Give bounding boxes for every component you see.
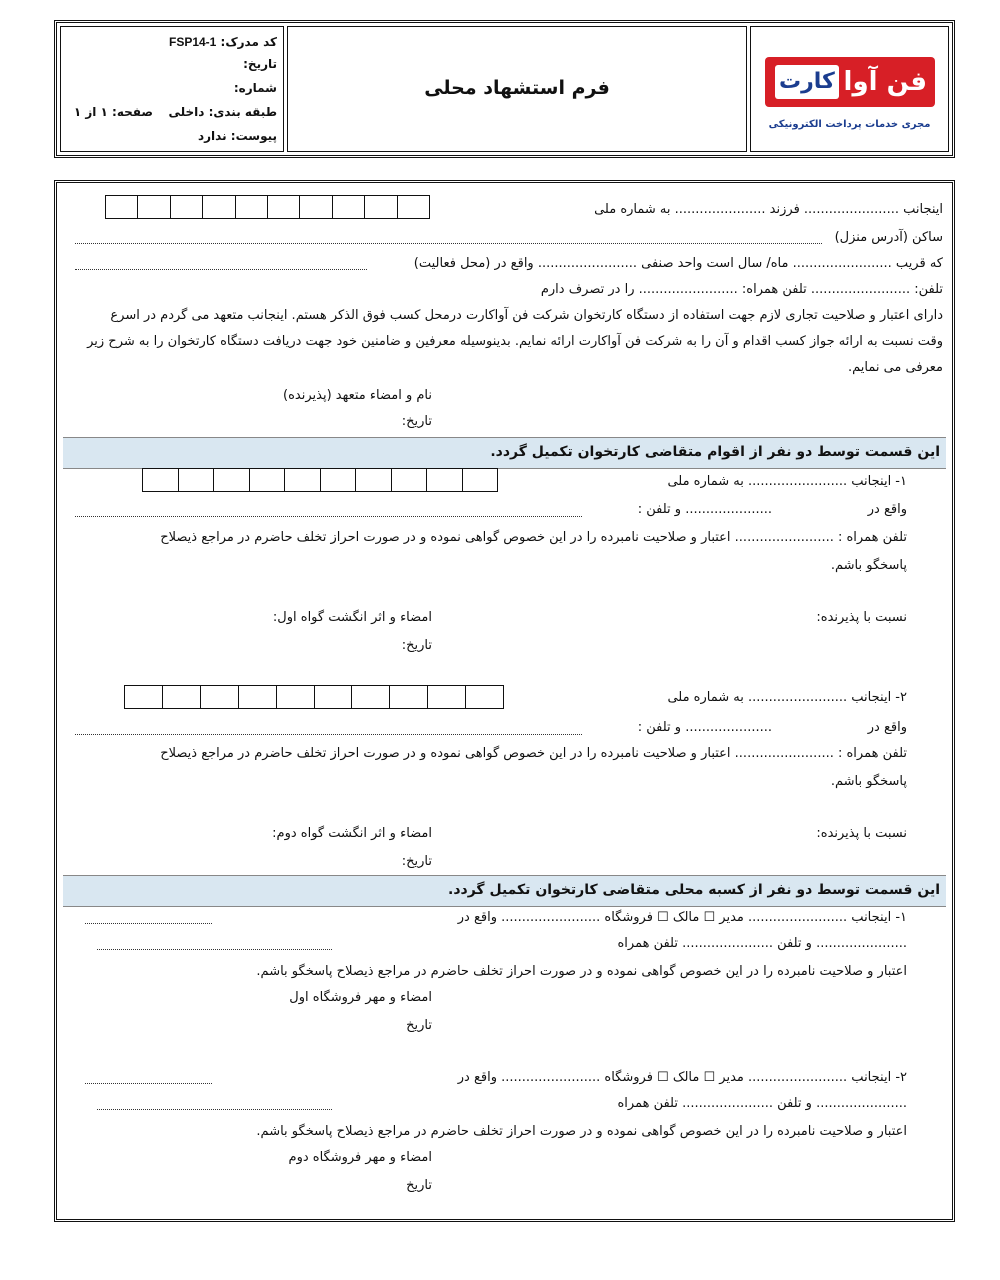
business-location-field[interactable]	[75, 269, 367, 270]
shop2-line-2: ...................... و تلفن ...................... تلفن همراه	[617, 1096, 907, 1111]
intro-paragraph-2: وقت نسبت به ارائه جواز کسب اقدام و آن را به شرکت فن آواکارت ارائه نمایم. بدینوسیله معرفین و ضامنین خود جهت دریافت دستگاه کارتخوان را به شرح زیر	[87, 334, 943, 349]
witness2-signature-label: امضاء و اثر انگشت گواه دوم:	[272, 826, 432, 841]
witness2-location-label: واقع در	[867, 720, 907, 735]
form-title: فرم استشهاد محلی	[424, 77, 610, 99]
header-logo-cell	[750, 26, 949, 152]
shop2-date-label: تاریخ	[406, 1178, 432, 1193]
logo-text-fanava: فن آوا	[843, 67, 927, 97]
section-band-relatives	[63, 437, 946, 469]
logo-tagline: مجری خدمات پرداخت الکترونیکی	[768, 119, 931, 130]
witness1-line-1: ۱- اینجانب ........................ به شماره ملی	[667, 474, 907, 489]
national-id-boxes-applicant[interactable]	[105, 195, 430, 219]
intro-paragraph-3: معرفی می نمایم.	[847, 360, 943, 375]
shop1-signature-label: امضاء و مهر فروشگاه اول	[289, 990, 432, 1005]
witness1-line-3: تلفن همراه : ........................ اعتبار و صلاحیت نامبرده را در این خصوص گواهی نموده و در صورت احراز تخلف حاضرم در مراجع ذیصلاح	[160, 530, 907, 545]
witness1-phone-field[interactable]	[75, 516, 582, 517]
shop2-mobile-field[interactable]	[97, 1109, 332, 1110]
witness2-phone-field[interactable]	[75, 734, 582, 735]
national-id-boxes-witness2[interactable]	[124, 685, 504, 709]
witness2-relation-label: نسبت با پذیرنده:	[816, 826, 907, 841]
witness1-location-label: واقع در	[867, 502, 907, 517]
witness1-line-4: پاسخگو باشم.	[830, 558, 907, 573]
intro-paragraph-1: دارای اعتبار و صلاحیت تجاری لازم جهت استفاده از دستگاه کارتخوان شرکت فن آواکارت درمحل کسب فوق الذکر هستم. اینجانب متعهد می گردم در اسرع	[110, 308, 943, 323]
date-label: تاریخ:	[243, 57, 277, 71]
shop1-line-3: اعتبار و صلاحیت نامبرده را در این خصوص گواهی نموده و در صورت احراز تخلف حاضرم در مراجع ذیصلاح پاسخگو باشم.	[256, 964, 907, 979]
witness2-line-3: تلفن همراه : ........................ اعتبار و صلاحیت نامبرده را در این خصوص گواهی نموده و در صورت احراز تخلف حاضرم در مراجع ذیصلاح	[160, 746, 907, 761]
intro-line-4: تلفن: ........................ تلفن همراه: ........................ را در تصرف دارم	[540, 282, 943, 297]
national-id-boxes-witness1[interactable]	[142, 468, 498, 492]
witness2-line-4: پاسخگو باشم.	[830, 774, 907, 789]
section-title-relatives: این قسمت توسط دو نفر از اقوام متقاضی کارتخوان تکمیل گردد.	[490, 444, 940, 460]
shop1-line-1: ۱- اینجانب ........................ مدیر ☐ مالک ☐ فروشگاه ........................ واقع در	[457, 910, 907, 925]
intro-line-3: که قریب ........................ ماه/ سال است واحد صنفی ........................ واقع در (محل فعالیت)	[413, 256, 943, 271]
page-number: صفحه: ۱ از ۱	[73, 105, 153, 119]
logo-text-card: کارت	[775, 65, 839, 99]
attachment: پیوست: ندارد	[197, 129, 277, 143]
section-title-shopkeepers: این قسمت توسط دو نفر از کسبه محلی متقاضی کارتخوان تکمیل گردد.	[448, 882, 940, 898]
intro-line-2: ساکن (آدرس منزل)	[834, 230, 943, 245]
applicant-date-label: تاریخ:	[401, 414, 432, 429]
number-label: شماره:	[233, 81, 277, 95]
shop2-line-1: ۲- اینجانب ........................ مدیر ☐ مالک ☐ فروشگاه ........................ واقع در	[457, 1070, 907, 1085]
header-title-cell	[287, 26, 747, 152]
witness1-date-label: تاریخ:	[401, 638, 432, 653]
shop2-location-field[interactable]	[85, 1083, 212, 1084]
witness1-relation-label: نسبت با پذیرنده:	[816, 610, 907, 625]
doc-code-row	[169, 35, 277, 49]
section-band-shopkeepers	[63, 875, 946, 907]
witness2-date-label: تاریخ:	[401, 854, 432, 869]
intro-line-1: اینجانب ....................... فرزند ...................... به شماره ملی	[594, 202, 943, 217]
company-logo	[765, 57, 935, 107]
shop2-line-3: اعتبار و صلاحیت نامبرده را در این خصوص گواهی نموده و در صورت احراز تخلف حاضرم در مراجع ذیصلاح پاسخگو باشم.	[256, 1124, 907, 1139]
address-field[interactable]	[75, 243, 822, 244]
doc-code: FSP14-1	[169, 35, 217, 49]
shop1-location-field[interactable]	[85, 923, 212, 924]
doc-code-label: کد مدرک:	[220, 35, 277, 49]
shop1-mobile-field[interactable]	[97, 949, 332, 950]
witness1-phone-label: ..................... و تلفن :	[637, 502, 772, 517]
header-meta-cell	[60, 26, 284, 152]
witness1-signature-label: امضاء و اثر انگشت گواه اول:	[272, 610, 432, 625]
shop1-date-label: تاریخ	[406, 1018, 432, 1033]
classification: طبقه بندی: داخلی	[168, 105, 277, 119]
witness2-phone-label: ..................... و تلفن :	[637, 720, 772, 735]
applicant-signature-label: نام و امضاء متعهد (پذیرنده)	[283, 388, 432, 403]
shop1-line-2: ...................... و تلفن ...................... تلفن همراه	[617, 936, 907, 951]
form-body	[54, 180, 955, 1222]
document-header	[54, 20, 955, 158]
shop2-signature-label: امضاء و مهر فروشگاه دوم	[288, 1150, 432, 1165]
witness2-line-1: ۲- اینجانب ........................ به شماره ملی	[667, 690, 907, 705]
